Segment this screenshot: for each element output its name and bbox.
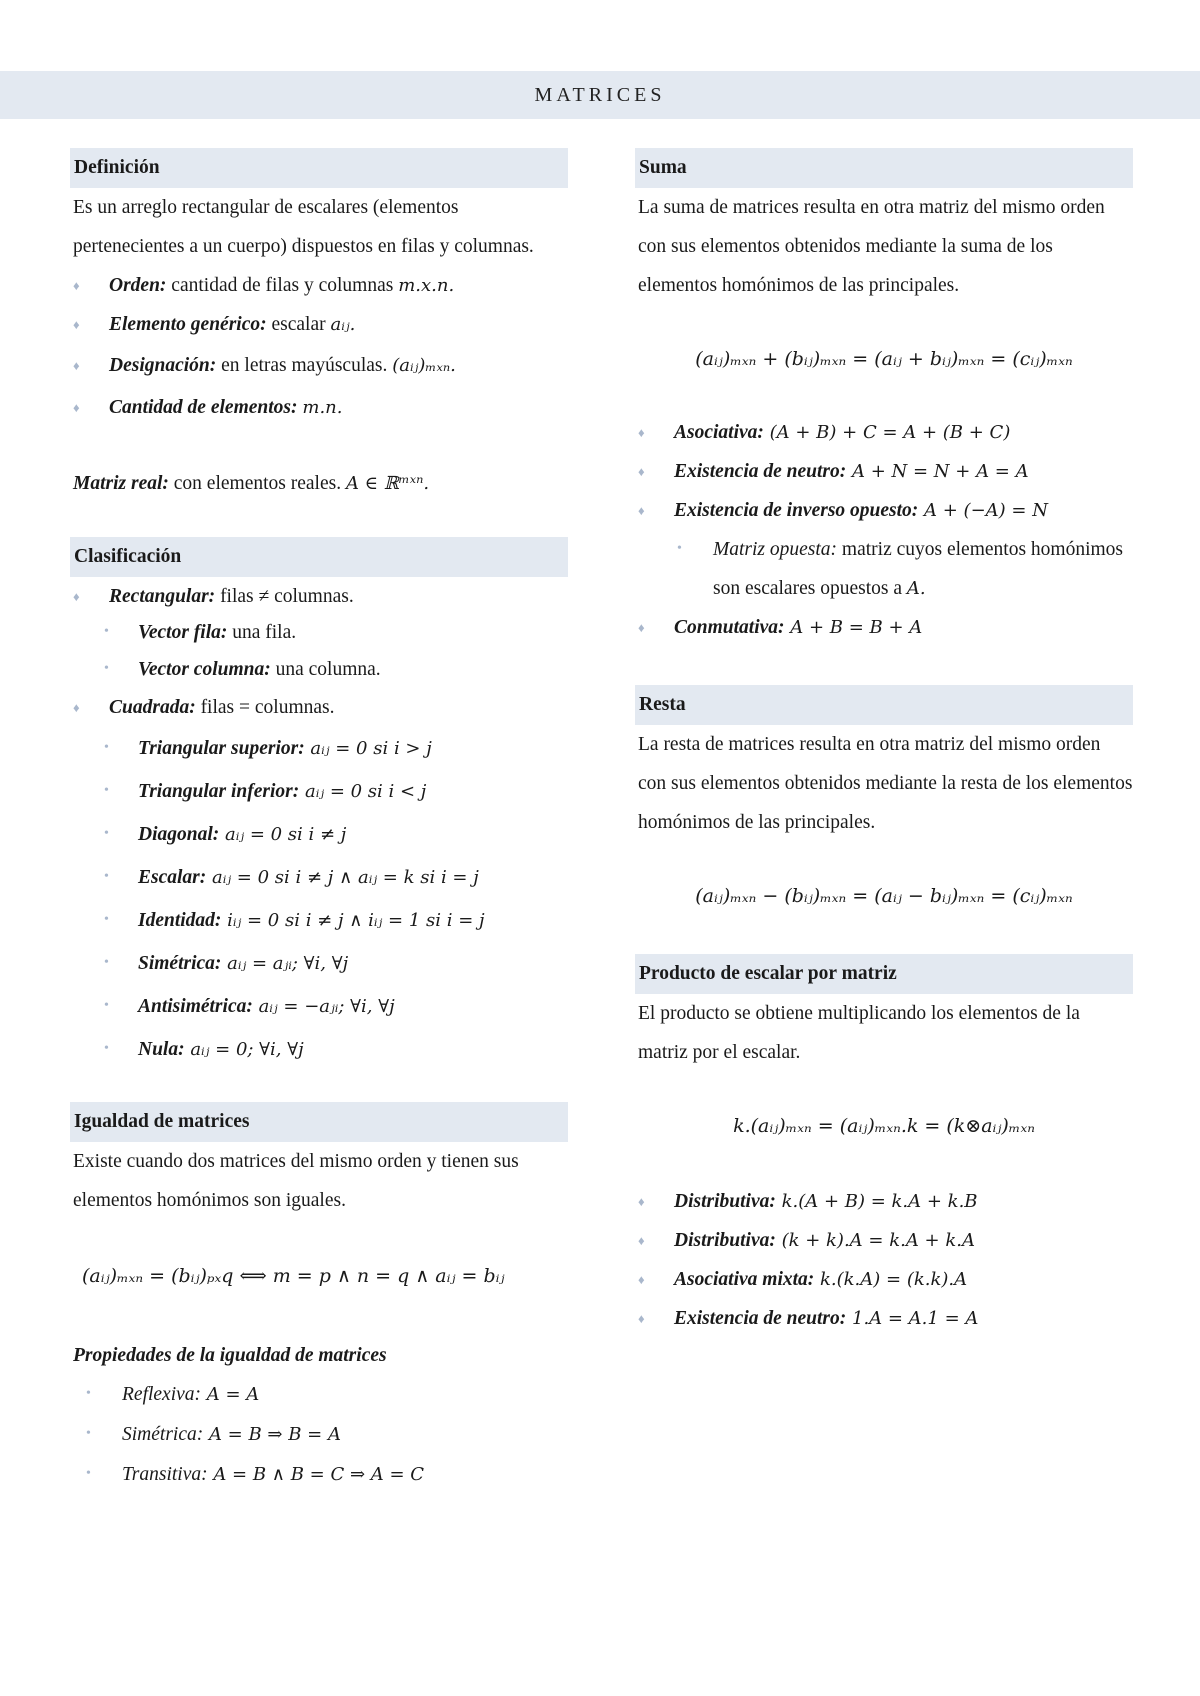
list-item: ♦ Asociativa mixta: k.(k.A) = (k.k).A xyxy=(635,1260,1133,1299)
dot-bullet-icon: • xyxy=(104,783,109,798)
rectangular-sublist xyxy=(70,614,568,688)
dot-bullet-icon: • xyxy=(104,826,109,841)
diamond-bullet-icon: ♦ xyxy=(638,1233,645,1248)
list-item: • Transitiva: A = B ∧ B = C ⇒ A = C xyxy=(70,1455,568,1495)
section-heading: Resta xyxy=(635,685,1133,725)
diamond-bullet-icon: ♦ xyxy=(638,425,645,440)
section-heading: Producto de escalar por matriz xyxy=(635,954,1133,994)
list-item: ♦ Cuadrada: filas = columnas. xyxy=(70,688,568,727)
list-item: ♦ Rectangular: filas ≠ columnas. xyxy=(70,577,568,616)
section-resta xyxy=(635,685,1133,916)
resta-text: La resta de matrices resulta en otra matriz del mismo orden con sus elementos obtenidos mediante la resta de los elementos homónimos de las principales. xyxy=(638,734,1133,833)
producto-props-list xyxy=(635,1182,1133,1338)
igualdad-text: Existe cuando dos matrices del mismo orden y tienen sus elementos homónimos son iguales. xyxy=(73,1151,519,1211)
list-item: ♦ Existencia de inverso opuesto: A + (−A) = N xyxy=(635,491,1133,530)
right-column xyxy=(635,148,1133,1338)
definition-text: Es un arreglo rectangular de escalares (elementos pertenecientes a un cuerpo) dispuestos en filas y columnas. xyxy=(73,197,534,257)
section-igualdad xyxy=(70,1102,568,1495)
dot-bullet-icon: • xyxy=(104,740,109,755)
classification-list xyxy=(70,577,568,616)
dot-bullet-icon: • xyxy=(104,955,109,970)
list-item: ♦ Distributiva: (k + k).A = k.A + k.A xyxy=(635,1221,1133,1260)
opuesta-sublist xyxy=(635,530,1133,608)
dot-bullet-icon: • xyxy=(86,1426,91,1441)
dot-bullet-icon: • xyxy=(104,998,109,1013)
list-item: • Vector fila: una fila. xyxy=(70,614,568,651)
suma-formula: (aᵢⱼ)ₘₓₙ + (bᵢⱼ)ₘₓₙ = (aᵢⱼ + bᵢⱼ)ₘₓₙ = (cᵢⱼ)ₘₓₙ xyxy=(695,348,1073,370)
list-item: • Triangular superior: aᵢⱼ = 0 si i > j xyxy=(70,727,568,770)
igualdad-props-list xyxy=(70,1375,568,1495)
section-heading: Clasificación xyxy=(70,537,568,577)
suma-props-list xyxy=(635,413,1133,530)
left-column xyxy=(70,148,568,1495)
list-item: ♦ Conmutativa: A + B = B + A xyxy=(635,608,1133,647)
list-item: • Matriz opuesta: matriz cuyos elementos homónimos son escalares opuestos a A. xyxy=(635,530,1133,608)
list-item: ♦ Distributiva: k.(A + B) = k.A + k.B xyxy=(635,1182,1133,1221)
section-heading: Definición xyxy=(70,148,568,188)
list-item: • Triangular inferior: aᵢⱼ = 0 si i < j xyxy=(70,770,568,813)
list-item: ♦ Elemento genérico: escalar aᵢⱼ. xyxy=(70,305,568,344)
list-item: ♦ Existencia de neutro: 1.A = A.1 = A xyxy=(635,1299,1133,1338)
list-item: • Identidad: iᵢⱼ = 0 si i ≠ j ∧ iᵢⱼ = 1 si i = j xyxy=(70,899,568,942)
diamond-bullet-icon: ♦ xyxy=(73,700,80,715)
diamond-bullet-icon: ♦ xyxy=(638,1311,645,1326)
diamond-bullet-icon: ♦ xyxy=(73,278,80,293)
producto-formula: k.(aᵢⱼ)ₘₓₙ = (aᵢⱼ)ₘₓₙ.k = (k⊗aᵢⱼ)ₘₓₙ xyxy=(733,1115,1035,1137)
suma-props-list xyxy=(635,608,1133,647)
dot-bullet-icon: • xyxy=(104,661,109,676)
section-definicion xyxy=(70,148,568,503)
diamond-bullet-icon: ♦ xyxy=(638,503,645,518)
props-heading: Propiedades de la igualdad de matrices xyxy=(73,1345,387,1366)
diamond-bullet-icon: ♦ xyxy=(73,589,80,604)
list-item: ♦ Orden: cantidad de filas y columnas m.x.n. xyxy=(70,266,568,305)
dot-bullet-icon: • xyxy=(677,541,682,556)
list-item: ♦ Existencia de neutro: A + N = N + A = A xyxy=(635,452,1133,491)
definition-list xyxy=(70,266,568,427)
matriz-real: Matriz real: con elementos reales. A ∈ ℝᵐˣⁿ. xyxy=(73,473,430,494)
dot-bullet-icon: • xyxy=(86,1466,91,1481)
list-item: • Diagonal: aᵢⱼ = 0 si i ≠ j xyxy=(70,813,568,856)
suma-text: La suma de matrices resulta en otra matriz del mismo orden con sus elementos obtenidos mediante la suma de los elementos homónimos de las principales. xyxy=(638,197,1105,296)
section-producto xyxy=(635,954,1133,1338)
diamond-bullet-icon: ♦ xyxy=(638,1272,645,1287)
diamond-bullet-icon: ♦ xyxy=(638,464,645,479)
dot-bullet-icon: • xyxy=(104,624,109,639)
list-item: • Antisimétrica: aᵢⱼ = −aⱼᵢ; ∀i, ∀j xyxy=(70,985,568,1028)
diamond-bullet-icon: ♦ xyxy=(638,1194,645,1209)
igualdad-formula: (aᵢⱼ)ₘₓₙ = (bᵢⱼ)ₚₓq ⟺ m = p ∧ n = q ∧ aᵢⱼ = bᵢⱼ xyxy=(82,1265,505,1287)
list-item: ♦ Designación: en letras mayúsculas. (aᵢⱼ)ₘₓₙ. xyxy=(70,344,568,388)
classification-list xyxy=(70,688,568,727)
page-title: MATRICES xyxy=(0,71,1200,119)
diamond-bullet-icon: ♦ xyxy=(73,317,80,332)
diamond-bullet-icon: ♦ xyxy=(73,358,80,373)
list-item: • Vector columna: una columna. xyxy=(70,651,568,688)
list-item: ♦ Asociativa: (A + B) + C = A + (B + C) xyxy=(635,413,1133,452)
dot-bullet-icon: • xyxy=(104,869,109,884)
cuadrada-sublist xyxy=(70,727,568,1071)
diamond-bullet-icon: ♦ xyxy=(638,620,645,635)
list-item: • Nula: aᵢⱼ = 0; ∀i, ∀j xyxy=(70,1028,568,1071)
section-heading: Suma xyxy=(635,148,1133,188)
list-item: • Simétrica: aᵢⱼ = aⱼᵢ; ∀i, ∀j xyxy=(70,942,568,985)
dot-bullet-icon: • xyxy=(86,1386,91,1401)
list-item: • Simétrica: A = B ⇒ B = A xyxy=(70,1415,568,1455)
section-heading: Igualdad de matrices xyxy=(70,1102,568,1142)
list-item: • Escalar: aᵢⱼ = 0 si i ≠ j ∧ aᵢⱼ = k si i = j xyxy=(70,856,568,899)
list-item: ♦ Cantidad de elementos: m.n. xyxy=(70,388,568,427)
section-suma xyxy=(635,148,1133,647)
diamond-bullet-icon: ♦ xyxy=(73,400,80,415)
dot-bullet-icon: • xyxy=(104,912,109,927)
section-clasificacion xyxy=(70,537,568,1071)
list-item: • Reflexiva: A = A xyxy=(70,1375,568,1415)
producto-text: El producto se obtiene multiplicando los elementos de la matriz por el escalar. xyxy=(638,1003,1080,1063)
dot-bullet-icon: • xyxy=(104,1041,109,1056)
resta-formula: (aᵢⱼ)ₘₓₙ − (bᵢⱼ)ₘₓₙ = (aᵢⱼ − bᵢⱼ)ₘₓₙ = (cᵢⱼ)ₘₓₙ xyxy=(695,885,1073,907)
